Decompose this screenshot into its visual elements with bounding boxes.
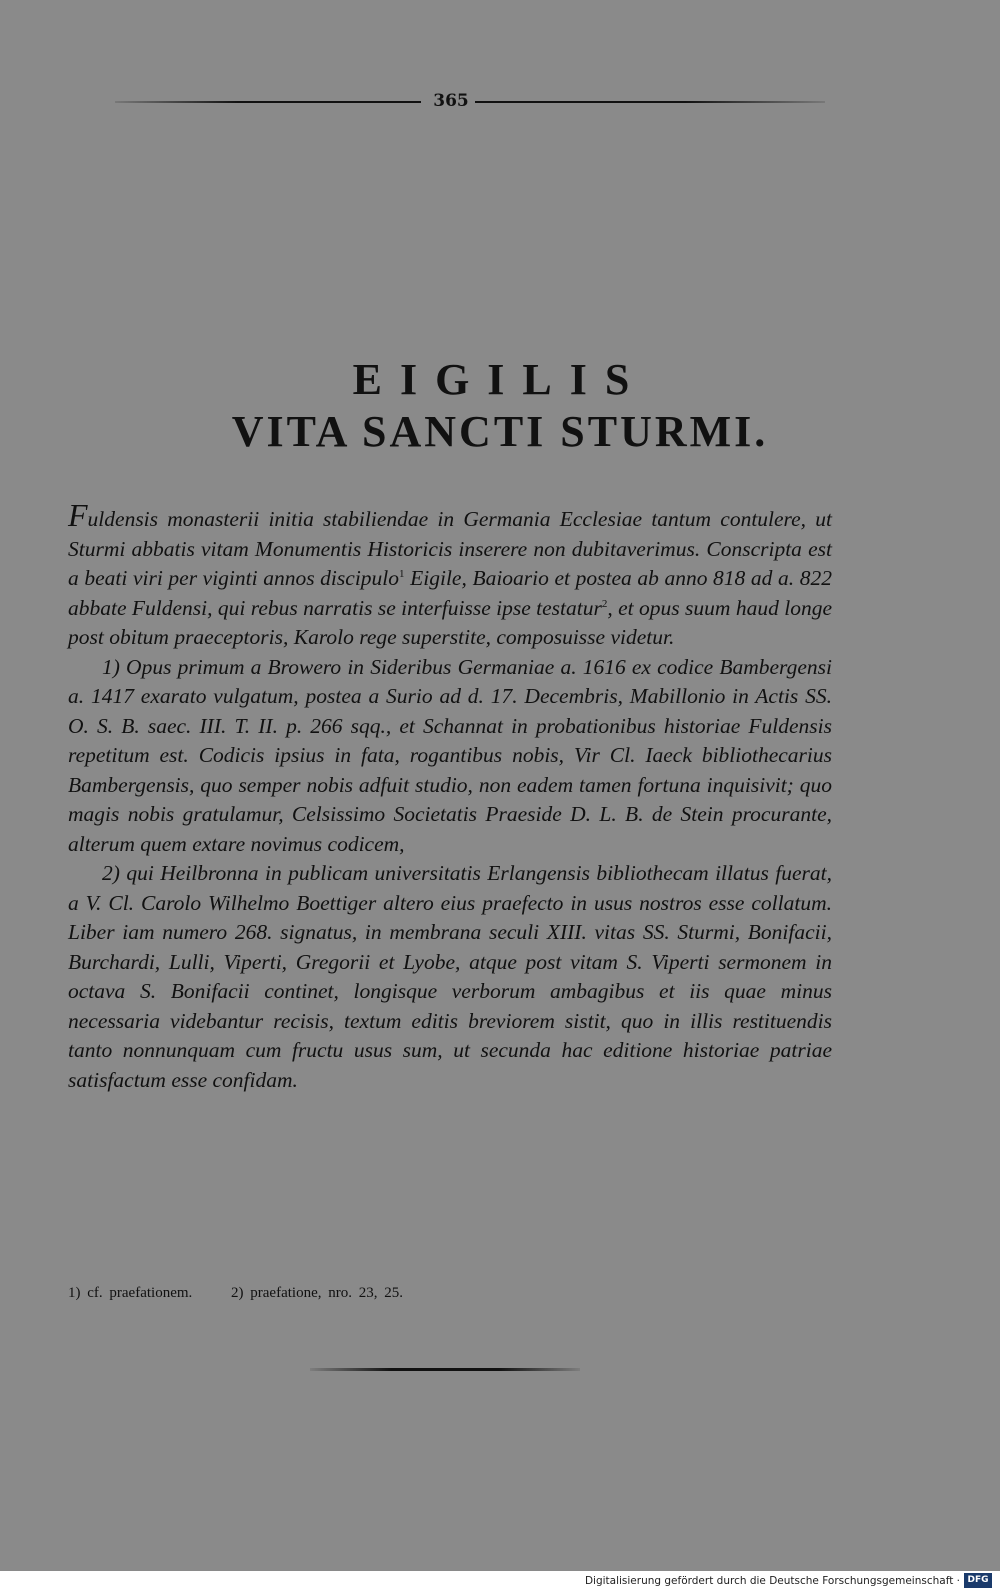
footnote-2: 2) praefatione, nro. 23, 25. — [231, 1285, 403, 1301]
page-header — [115, 90, 825, 114]
paragraph-codex-1: 1) Opus primum a Browero in Sideribus Germaniae a. 1616 ex codice Bambergensi a. 1417 exarato vulgatum, postea a Surio ad d. 17. Decembris, Mabillonio in Actis SS. O. S. B. saec. III. T. II. p. 266 sqq., et Schannat in probationibus historiae Fuldensis repetitum est. Codicis ipsius in fata, rogantibus nobis, Vir Cl. Iaeck bibliothecarius Bambergensis, quo semper nobis adfuit studio, non eadem tamen fortuna inquisivit; quo magis nobis gratulamur, Celsissimo Societatis Praeside D. L. B. de Stein procurante, alterum quem extare novimus codicem, — [68, 654, 832, 856]
paragraph-intro — [68, 497, 832, 653]
digitization-credit: Digitalisierung gefördert durch die Deutsche Forschungsgemeinschaft · — [584, 1575, 960, 1587]
drop-cap: F — [68, 497, 88, 533]
page-number: 365 — [433, 91, 469, 111]
footnotes — [68, 1283, 668, 1303]
paragraph-text: uldensis monasterii initia stabiliendae in Germania Ecclesiae tantum contulere, ut Sturmi abbatis vitam Monumentis Historicis inserere non dubitaverimus. Conscripta est a beati viri per viginti annos discipulo — [68, 507, 832, 590]
paragraph-codex-2: 2) qui Heilbronna in publicam universitatis Erlangensis bibliothecam illatus fuerat, a V. Cl. Carolo Wilhelmo Boettiger altero eius praefecto in usus nostros esse collatum. Liber iam numero 268. signatus, in membrana seculi XIII. vitas SS. Sturmi, Bonifacii, Burchardi, Lulli, Viperti, Gregorii et Lyobe, atque post vitam S. Viperti sermonem in octava S. Bonifacii continet, longisque verborum ambagibus et iis quae minus necessaria videbantur recisis, textum editis breviorem sistit, quo in illis restituendis tanto nonnunquam cum fructu usus sum, ut secunda hac editione historiae patriae satisfactum esse confidam. — [68, 861, 832, 1092]
dfg-logo-icon: DFG — [964, 1573, 992, 1588]
footnote-ref-2[interactable]: 2 — [601, 597, 608, 610]
footnote-1: 1) cf. praefationem. — [68, 1285, 193, 1301]
closing-rule — [310, 1368, 580, 1371]
body-text — [68, 497, 832, 1095]
paragraph-text: Eigile, Baioario et postea ab anno 818 ad a. 822 abbate Fuldensi, qui rebus narratis se interfuisse ipse testatur — [68, 566, 832, 620]
paragraph-text: , et opus suum haud longe post obitum praeceptoris, Karolo rege superstite, composuisse videtur. — [68, 595, 832, 649]
footnote-ref-1[interactable]: 1 — [399, 567, 405, 580]
title-author: EIGILIS — [352, 355, 648, 404]
header-rule-left — [115, 101, 421, 103]
header-rule-right — [475, 101, 825, 103]
title-work: VITA SANCTI STURMI. — [231, 407, 769, 456]
